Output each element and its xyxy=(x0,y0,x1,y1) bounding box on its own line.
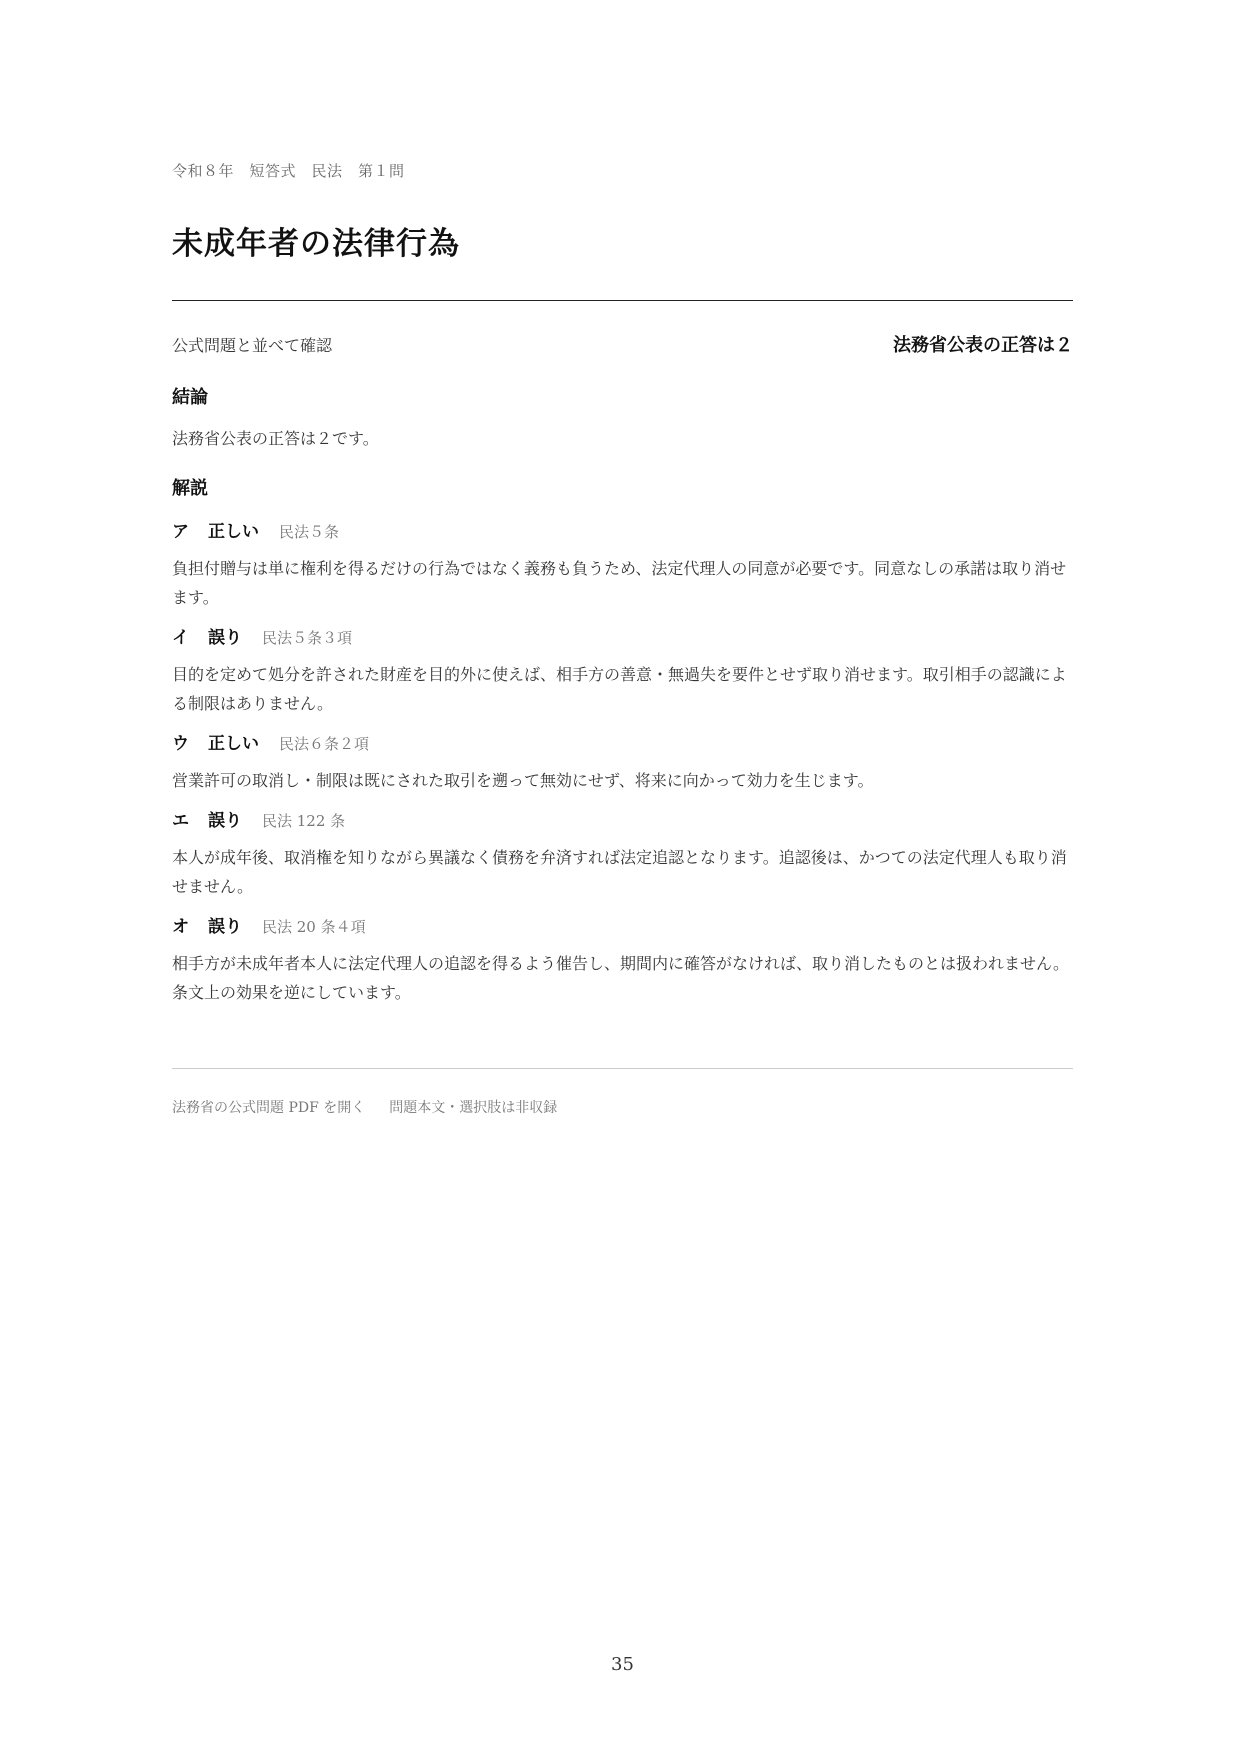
exam-subheader: 令和８年 短答式 民法 第１問 xyxy=(172,162,405,180)
meta-row xyxy=(172,331,1073,355)
item-verdict: 誤り xyxy=(208,811,242,831)
explanation-item-i xyxy=(172,626,1073,718)
document-page xyxy=(172,0,1073,1754)
explanation-item-u xyxy=(172,732,1073,795)
compare-label: 公式問題と並べて確認 xyxy=(172,336,333,355)
item-statute-ref: 民法６条２項 xyxy=(279,735,370,753)
explanation-item-a xyxy=(172,520,1073,612)
item-verdict: 正しい xyxy=(208,522,259,542)
item-statute-ref: 民法５条 xyxy=(279,523,340,541)
footer-divider xyxy=(172,1068,1073,1069)
explanation-item-o xyxy=(172,915,1073,1007)
item-verdict: 正しい xyxy=(208,734,259,754)
footer-row xyxy=(172,1097,557,1117)
page-number: 35 xyxy=(611,1654,634,1675)
official-answer: 法務省公表の正答は２ xyxy=(893,335,1073,356)
item-header xyxy=(172,915,1073,939)
item-statute-ref: 民法５条３項 xyxy=(262,629,353,647)
explanation-list xyxy=(172,520,1073,1021)
item-statute-ref: 民法 122 条 xyxy=(262,812,346,830)
page-title: 未成年者の法律行為 xyxy=(172,226,460,262)
item-verdict: 誤り xyxy=(208,917,242,937)
item-body: 負担付贈与は単に権利を得るだけの行為ではなく義務も負うため、法定代理人の同意が必要です。同意なしの承諾は取り消せます。 xyxy=(172,559,1067,607)
item-verdict: 誤り xyxy=(208,628,242,648)
item-mark: ア xyxy=(172,522,189,542)
official-pdf-link[interactable]: 法務省の公式問題 PDF を開く xyxy=(172,1100,366,1116)
item-header xyxy=(172,809,1073,833)
item-mark: オ xyxy=(172,917,189,937)
item-body: 相手方が未成年者本人に法定代理人の追認を得るよう催告し、期間内に確答がなければ、取り消したものとは扱われません。条文上の効果を逆にしています。 xyxy=(172,954,1069,1002)
item-statute-ref: 民法 20 条４項 xyxy=(262,918,366,936)
item-header xyxy=(172,520,1073,544)
item-mark: エ xyxy=(172,811,189,831)
explanation-heading: 解説 xyxy=(172,478,208,499)
item-mark: ウ xyxy=(172,734,189,754)
item-header xyxy=(172,732,1073,756)
item-body: 本人が成年後、取消権を知りながら異議なく債務を弁済すれば法定追認となります。追認後は、かつての法定代理人も取り消せません。 xyxy=(172,848,1067,896)
title-divider xyxy=(172,300,1073,301)
explanation-item-e xyxy=(172,809,1073,901)
conclusion-text: 法務省公表の正答は２です。 xyxy=(172,429,379,448)
item-mark: イ xyxy=(172,628,189,648)
item-body: 目的を定めて処分を許された財産を目的外に使えば、相手方の善意・無過失を要件とせず取り消せます。取引相手の認識による制限はありません。 xyxy=(172,665,1067,713)
conclusion-heading: 結論 xyxy=(172,387,208,408)
footer-note: 問題本文・選択肢は非収録 xyxy=(389,1100,558,1116)
item-header xyxy=(172,626,1073,650)
item-body: 営業許可の取消し・制限は既にされた取引を遡って無効にせず、将来に向かって効力を生じます。 xyxy=(172,771,874,790)
